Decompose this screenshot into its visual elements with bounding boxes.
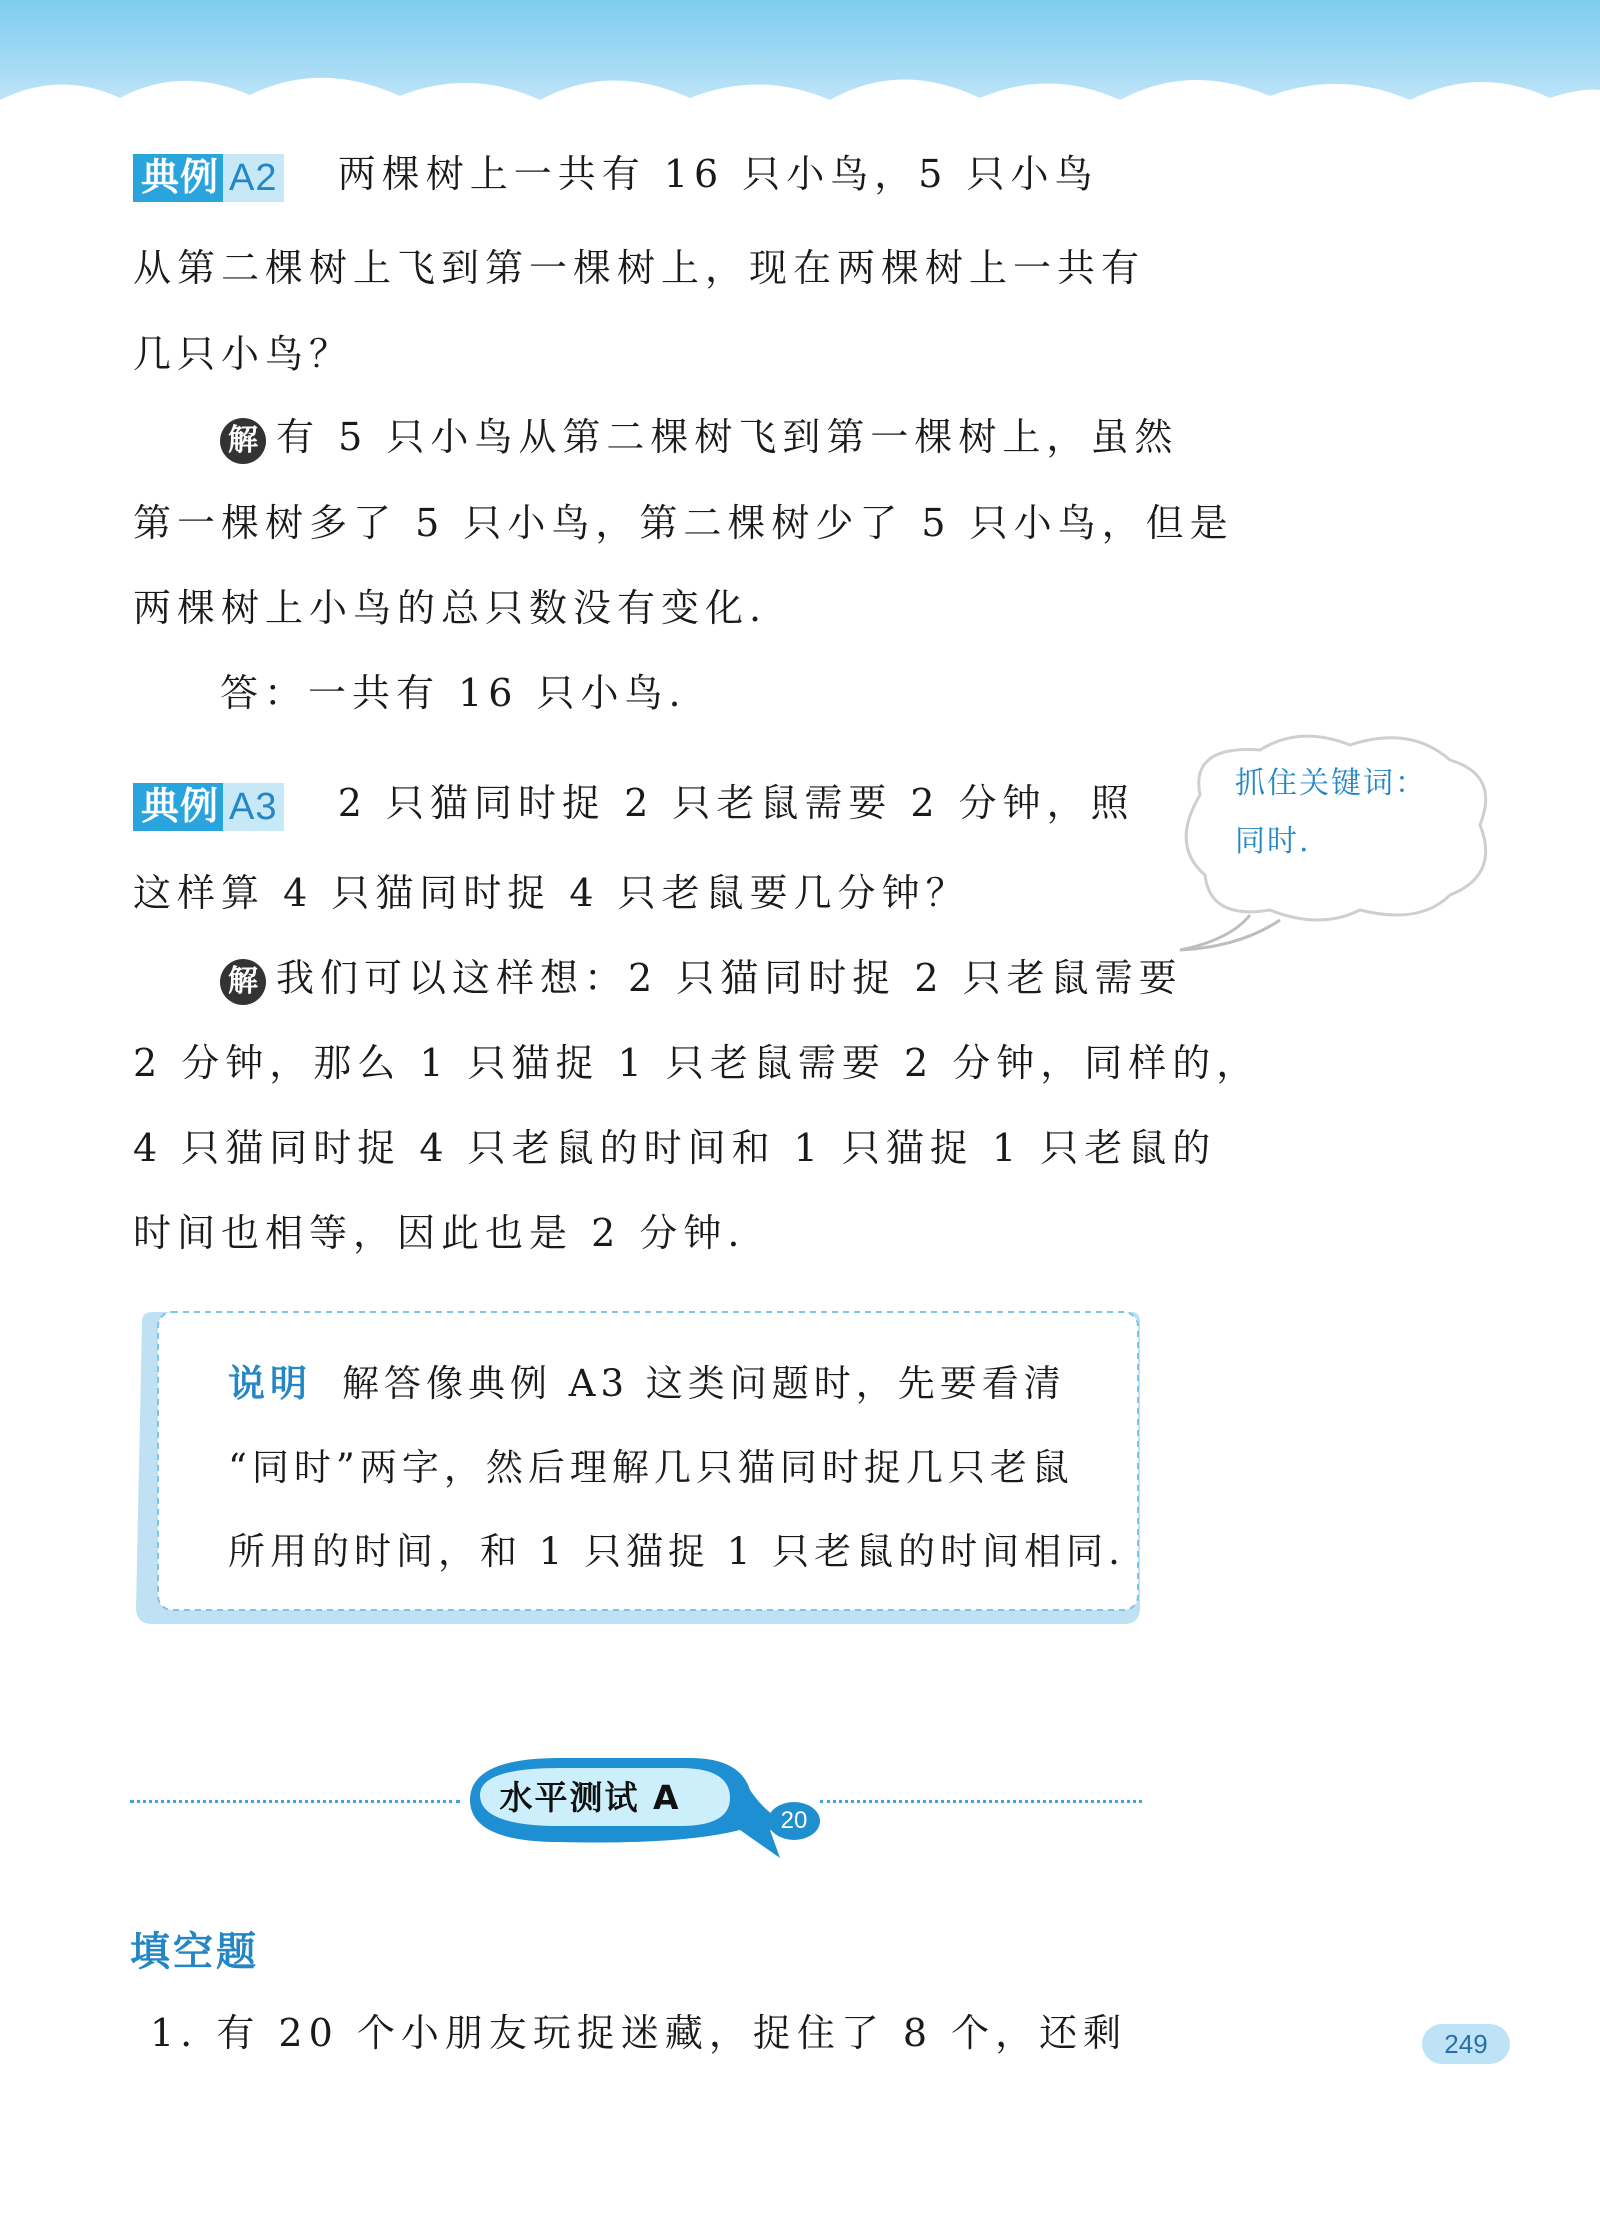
dotted-divider-left	[130, 1800, 460, 1803]
side-note-line-2: 同时.	[1235, 824, 1311, 859]
example-a2-solution-line-3: 两棵树上小鸟的总只数没有变化.	[133, 586, 768, 630]
explanation-label: 说明	[228, 1362, 312, 1405]
example-tag: 典例 A3	[133, 783, 284, 831]
side-note-line-1: 抓住关键词：	[1235, 766, 1427, 801]
example-a2-answer: 答：一共有 16 只小鸟.	[220, 671, 687, 715]
question-1: 1. 有 20 个小朋友玩捉迷藏，捉住了 8 个，还剩	[150, 2011, 1128, 2055]
page-number: 249	[1422, 2024, 1510, 2064]
example-a3-solution-line-2: 2 分钟，那么 1 只猫捉 1 只老鼠需要 2 分钟，同样的，	[133, 1041, 1261, 1085]
example-a2-solution-line-2: 第一棵树多了 5 只小鸟，第二棵树少了 5 只小鸟，但是	[133, 501, 1234, 545]
example-a3-line-1: 典例 A3 2 只猫同时捉 2 只老鼠需要 2 分钟，照	[133, 760, 1143, 846]
example-a2-line-2: 从第二棵树上飞到第一棵树上，现在两棵树上一共有	[133, 246, 1146, 290]
example-a2-line-1: 典例 A2 两棵树上一共有 16 只小鸟，5 只小鸟	[133, 131, 1143, 217]
section-title: 填空题	[130, 1929, 259, 1975]
example-tag: 典例 A2	[133, 154, 284, 202]
dotted-divider-right	[820, 1800, 1142, 1803]
explanation-line-3: 所用的时间，和 1 只猫捉 1 只老鼠的时间相同.	[228, 1530, 1125, 1573]
level-test-title: 水平测试 A	[499, 1778, 681, 1817]
level-test-score-badge: 20	[768, 1802, 820, 1840]
example-a3-solution-line-4: 时间也相等，因此也是 2 分钟.	[133, 1211, 746, 1255]
example-a3-solution-line-3: 4 只猫同时捉 4 只老鼠的时间和 1 只猫捉 1 只老鼠的	[133, 1126, 1217, 1170]
example-a2-line-3: 几只小鸟？	[133, 332, 354, 376]
example-a2-solution-line-1: 解 有 5 只小鸟从第二棵树飞到第一棵树上，虽然	[220, 394, 1230, 480]
example-a3-line-2: 这样算 4 只猫同时捉 4 只老鼠要几分钟？	[133, 871, 970, 915]
solution-mark-icon: 解	[220, 418, 266, 464]
solution-mark-icon: 解	[220, 959, 266, 1005]
explanation-line-2: “同时”两字，然后理解几只猫同时捉几只老鼠	[228, 1446, 1074, 1489]
example-a3-solution-line-1: 解 我们可以这样想：2 只猫同时捉 2 只老鼠需要	[220, 935, 1230, 1021]
explanation-line-1: 说明 解答像典例 A3 这类问题时，先要看清	[228, 1362, 1066, 1405]
